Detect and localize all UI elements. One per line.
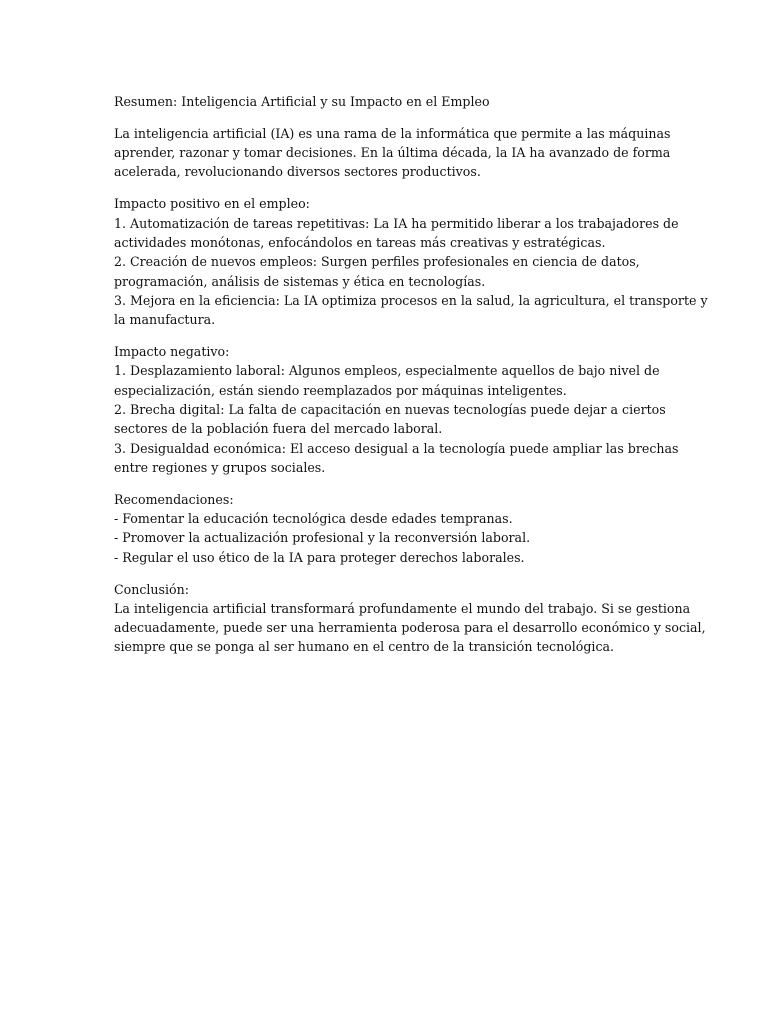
negative-impact-heading: Impacto negativo:: [114, 344, 230, 360]
negative-impact-line: sectores de la población fuera del mercado laboral.: [114, 421, 443, 437]
negative-impact-line: especialización, están siendo reemplazados por máquinas inteligentes.: [114, 382, 567, 398]
recommendations-heading: Recomendaciones:: [114, 491, 234, 507]
intro-line: aprender, razonar y tomar decisiones. En la última década, la IA ha avanzado de forma: [114, 145, 671, 161]
positive-impact-heading: Impacto positivo en el empleo:: [114, 196, 310, 212]
recommendation-item: - Fomentar la educación tecnológica desde edades tempranas.: [114, 511, 513, 527]
intro-paragraph: [114, 124, 674, 182]
conclusion-heading: Conclusión:: [114, 581, 189, 597]
conclusion-line: adecuadamente, puede ser una herramienta poderosa para el desarrollo económico y social,: [114, 620, 706, 636]
conclusion-line: siempre que se ponga al ser humano en el centro de la transición tecnológica.: [114, 639, 615, 655]
positive-impact-section: [114, 194, 708, 329]
title-line: Resumen: Inteligencia Artificial y su Impacto en el Empleo: [114, 94, 490, 109]
positive-impact-line: la manufactura.: [114, 312, 216, 328]
recommendation-item: - Promover la actualización profesional y la reconversión laboral.: [114, 530, 531, 546]
negative-impact-line: entre regiones y grupos sociales.: [114, 459, 326, 475]
document-title: [114, 92, 674, 111]
negative-impact-section: [114, 342, 679, 477]
positive-impact-line: actividades monótonas, enfocándolos en tareas más creativas y estratégicas.: [114, 234, 606, 250]
positive-impact-line: programación, análisis de sistemas y ética en tecnologías.: [114, 273, 486, 289]
conclusion-line: La inteligencia artificial transformará profundamente el mundo del trabajo. Si se gestiona: [114, 600, 691, 616]
recommendations-section: [114, 490, 674, 567]
negative-impact-line: 2. Brecha digital: La falta de capacitación en nuevas tecnologías puede dejar a ciertos: [114, 401, 666, 417]
negative-impact-line: 3. Desigualdad económica: El acceso desigual a la tecnología puede ampliar las brechas: [114, 440, 679, 456]
intro-line: La inteligencia artificial (IA) es una rama de la informática que permite a las máquinas: [114, 125, 671, 141]
negative-impact-line: 1. Desplazamiento laboral: Algunos empleos, especialmente aquellos de bajo nivel de: [114, 363, 660, 379]
positive-impact-line: 3. Mejora en la eficiencia: La IA optimiza procesos en la salud, la agricultura, el transporte y: [114, 292, 708, 308]
conclusion-section: [114, 580, 706, 657]
recommendation-item: - Regular el uso ético de la IA para proteger derechos laborales.: [114, 549, 525, 565]
positive-impact-line: 2. Creación de nuevos empleos: Surgen perfiles profesionales en ciencia de datos,: [114, 254, 640, 270]
positive-impact-line: 1. Automatización de tareas repetitivas: La IA ha permitido liberar a los trabajadores de: [114, 215, 679, 231]
document-body: [114, 92, 708, 669]
intro-line: acelerada, revolucionando diversos sectores productivos.: [114, 164, 481, 180]
